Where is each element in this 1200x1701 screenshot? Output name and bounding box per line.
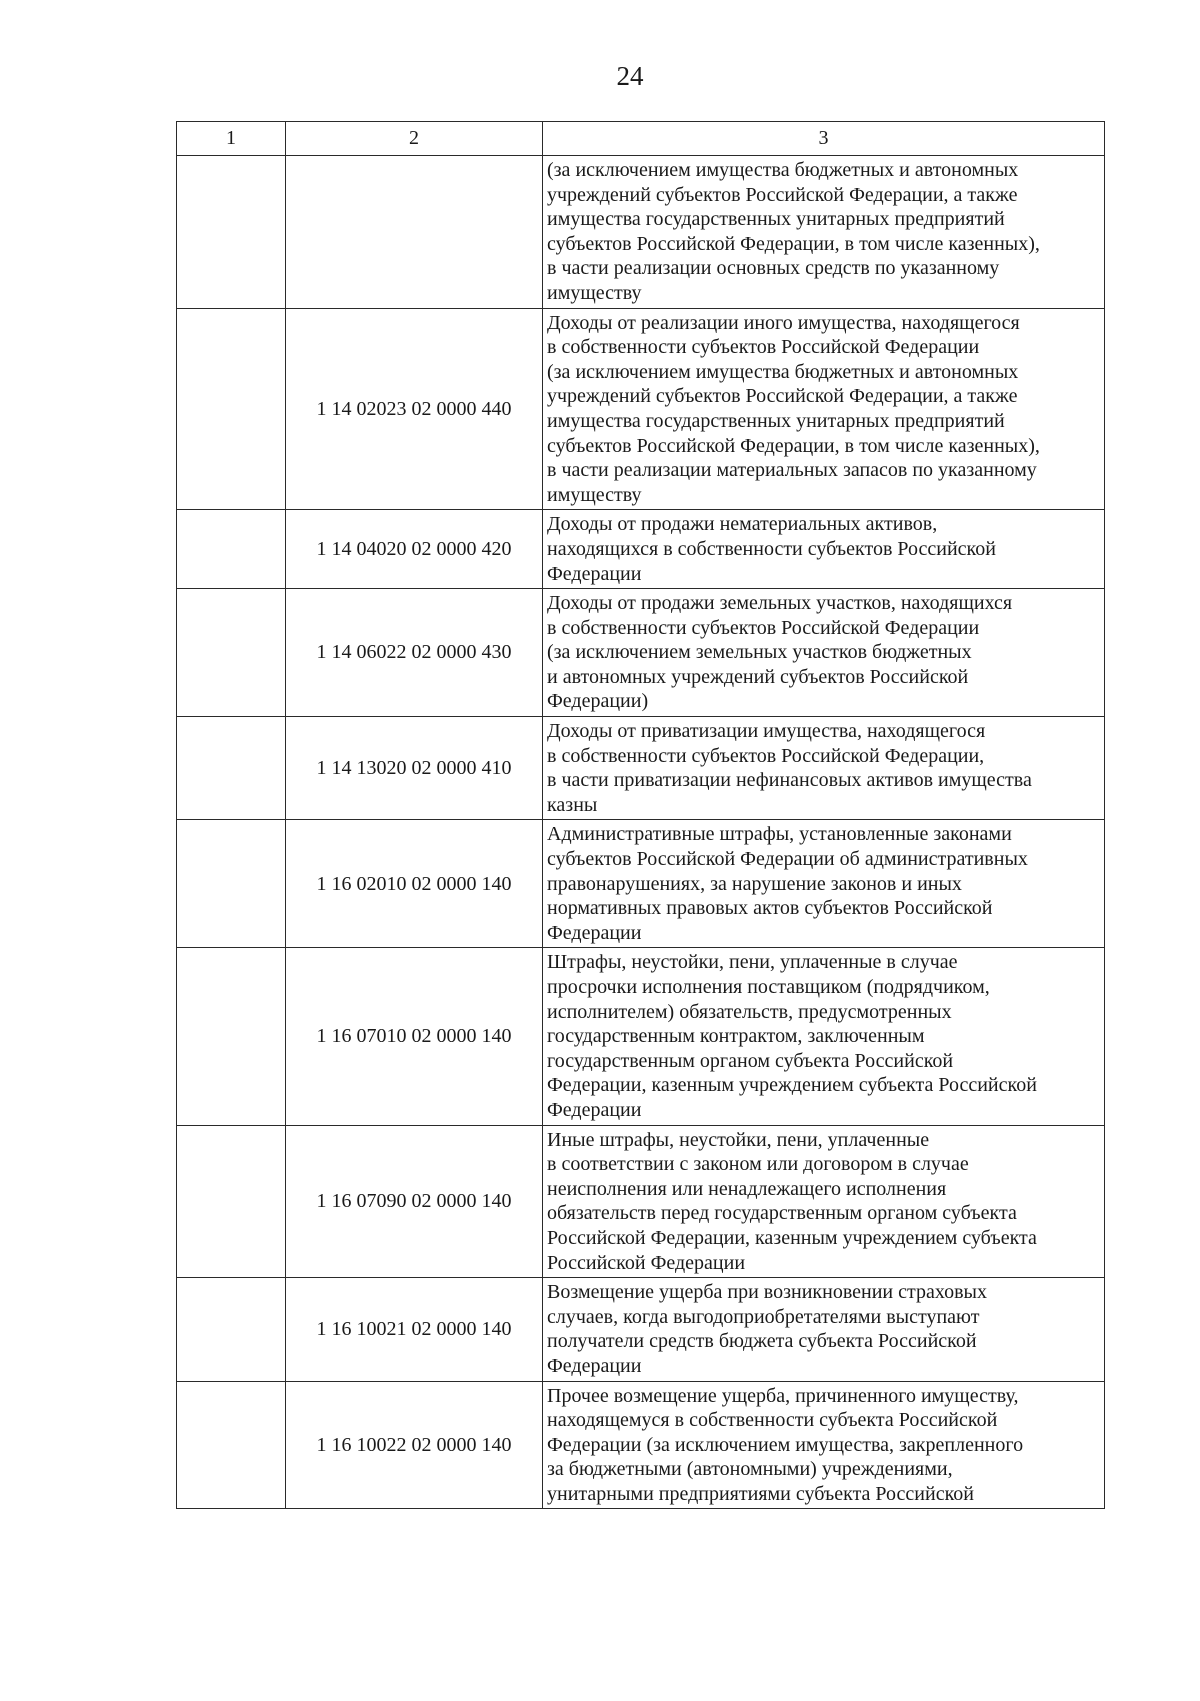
budget-code-cell: 1 14 04020 02 0000 420 xyxy=(286,510,543,589)
description-cell xyxy=(543,1381,1105,1509)
description-line: имущества государственных унитарных предприятий xyxy=(547,208,1005,231)
description-line: Российской Федерации, казенным учреждением субъекта xyxy=(547,1226,1037,1249)
budget-code-cell: 1 14 13020 02 0000 410 xyxy=(286,717,543,820)
description-cell xyxy=(543,820,1105,948)
description-line: Федерации xyxy=(547,1098,642,1121)
description-cell xyxy=(543,717,1105,820)
description-line: Федерации, казенным учреждением субъекта Российской xyxy=(547,1074,1037,1097)
description-line: Административные штрафы, установленные законами xyxy=(547,823,1012,846)
description-line: Доходы от продажи земельных участков, находящихся xyxy=(547,592,1013,615)
description-line: (за исключением земельных участков бюджетных xyxy=(547,641,972,664)
budget-code-cell: 1 16 07010 02 0000 140 xyxy=(286,948,543,1125)
description-line: обязательств перед государственным органом субъекта xyxy=(547,1202,1017,1225)
column-1-header: 1 xyxy=(177,122,286,156)
description-line: Доходы от приватизации имущества, находящегося xyxy=(547,720,986,743)
row-number-cell xyxy=(177,156,286,309)
description-line: исполнителем) обязательств, предусмотренных xyxy=(547,1000,952,1023)
description-line: находящемуся в собственности субъекта Российской xyxy=(547,1409,998,1432)
description-line: и автономных учреждений субъектов Российской xyxy=(547,665,969,688)
budget-code-cell: 1 14 02023 02 0000 440 xyxy=(286,308,543,510)
description-line: имущества государственных унитарных предприятий xyxy=(547,409,1005,432)
description-line: в части реализации материальных запасов по указанному xyxy=(547,459,1037,482)
description-line: (за исключением имущества бюджетных и автономных xyxy=(547,360,1019,383)
description-line: государственным контрактом, заключенным xyxy=(547,1025,925,1048)
table-row xyxy=(177,156,1105,309)
table-row xyxy=(177,1381,1105,1509)
description-cell xyxy=(543,1125,1105,1278)
description-line: субъектов Российской Федерации об административных xyxy=(547,848,1028,871)
budget-code-cell: 1 16 07090 02 0000 140 xyxy=(286,1125,543,1278)
row-number-cell xyxy=(177,948,286,1125)
description-line: Федерации xyxy=(547,562,642,585)
table-header-row xyxy=(177,122,1105,156)
description-line: нормативных правовых актов субъектов Российской xyxy=(547,897,993,920)
description-line: Прочее возмещение ущерба, причиненного имуществу, xyxy=(547,1384,1019,1407)
column-3-header: 3 xyxy=(543,122,1105,156)
budget-code-cell xyxy=(286,156,543,309)
row-number-cell xyxy=(177,1381,286,1509)
row-number-cell xyxy=(177,1278,286,1381)
description-line: неисполнения или ненадлежащего исполнения xyxy=(547,1177,947,1200)
description-line: субъектов Российской Федерации, в том числе казенных), xyxy=(547,232,1040,255)
table-row xyxy=(177,510,1105,589)
row-number-cell xyxy=(177,308,286,510)
description-line: в собственности субъектов Российской Федерации, xyxy=(547,744,985,767)
table-row xyxy=(177,948,1105,1125)
table-body xyxy=(177,156,1105,1509)
description-line: Возмещение ущерба при возникновении страховых xyxy=(547,1281,987,1304)
description-line: Штрафы, неустойки, пени, уплаченные в случае xyxy=(547,951,958,974)
description-line: в части реализации основных средств по указанному xyxy=(547,257,1000,280)
table-row xyxy=(177,589,1105,717)
page-number: 24 xyxy=(616,61,644,91)
description-line: государственным органом субъекта Российской xyxy=(547,1049,954,1072)
description-line: унитарными предприятиями субъекта Российской xyxy=(547,1482,974,1505)
budget-code-cell: 1 16 10022 02 0000 140 xyxy=(286,1381,543,1509)
description-line: в соответствии с законом или договором в случае xyxy=(547,1153,969,1176)
description-line: учреждений субъектов Российской Федерации, а также xyxy=(547,385,1018,408)
description-line: в части приватизации нефинансовых активов имущества xyxy=(547,769,1032,792)
description-line: Российской Федерации xyxy=(547,1251,746,1274)
description-cell xyxy=(543,1278,1105,1381)
description-line: казны xyxy=(547,793,598,816)
description-line: субъектов Российской Федерации, в том числе казенных), xyxy=(547,434,1040,457)
description-line: в собственности субъектов Российской Федерации xyxy=(547,616,980,639)
description-line: (за исключением имущества бюджетных и автономных xyxy=(547,159,1019,181)
description-line: Доходы от реализации иного имущества, находящегося xyxy=(547,311,1020,334)
description-line: в собственности субъектов Российской Федерации xyxy=(547,336,980,359)
revenue-code-table xyxy=(176,121,1105,1509)
description-cell xyxy=(543,589,1105,717)
description-line: правонарушениях, за нарушение законов и иных xyxy=(547,872,962,895)
budget-code-cell: 1 16 02010 02 0000 140 xyxy=(286,820,543,948)
table-row xyxy=(177,1125,1105,1278)
row-number-cell xyxy=(177,510,286,589)
description-cell xyxy=(543,308,1105,510)
description-line: Федерации xyxy=(547,1354,642,1377)
row-number-cell xyxy=(177,820,286,948)
row-number-cell xyxy=(177,717,286,820)
column-2-header: 2 xyxy=(286,122,543,156)
row-number-cell xyxy=(177,1125,286,1278)
description-cell xyxy=(543,156,1105,309)
description-line: просрочки исполнения поставщиком (подрядчиком, xyxy=(547,976,990,998)
description-line: находящихся в собственности субъектов Российской xyxy=(547,537,996,560)
description-line: учреждений субъектов Российской Федерации, а также xyxy=(547,183,1018,206)
description-line: Федерации xyxy=(547,921,642,944)
description-line: Федерации (за исключением имущества, закрепленного xyxy=(547,1433,1024,1456)
description-cell xyxy=(543,948,1105,1125)
description-line: имуществу xyxy=(547,281,642,304)
row-number-cell xyxy=(177,589,286,717)
description-line: Иные штрафы, неустойки, пени, уплаченные xyxy=(547,1128,930,1151)
table-row xyxy=(177,717,1105,820)
table-row xyxy=(177,820,1105,948)
description-line: получатели средств бюджета субъекта Российской xyxy=(547,1330,977,1353)
description-line: Доходы от продажи нематериальных активов, xyxy=(547,513,938,536)
description-line: случаев, когда выгодоприобретателями выступают xyxy=(547,1305,980,1328)
description-line: за бюджетными (автономными) учреждениями, xyxy=(547,1458,953,1481)
budget-code-cell: 1 14 06022 02 0000 430 xyxy=(286,589,543,717)
description-line: Федерации) xyxy=(547,690,649,713)
budget-code-cell: 1 16 10021 02 0000 140 xyxy=(286,1278,543,1381)
table-row xyxy=(177,1278,1105,1381)
description-cell xyxy=(543,510,1105,589)
table-row xyxy=(177,308,1105,510)
description-line: имуществу xyxy=(547,483,642,506)
